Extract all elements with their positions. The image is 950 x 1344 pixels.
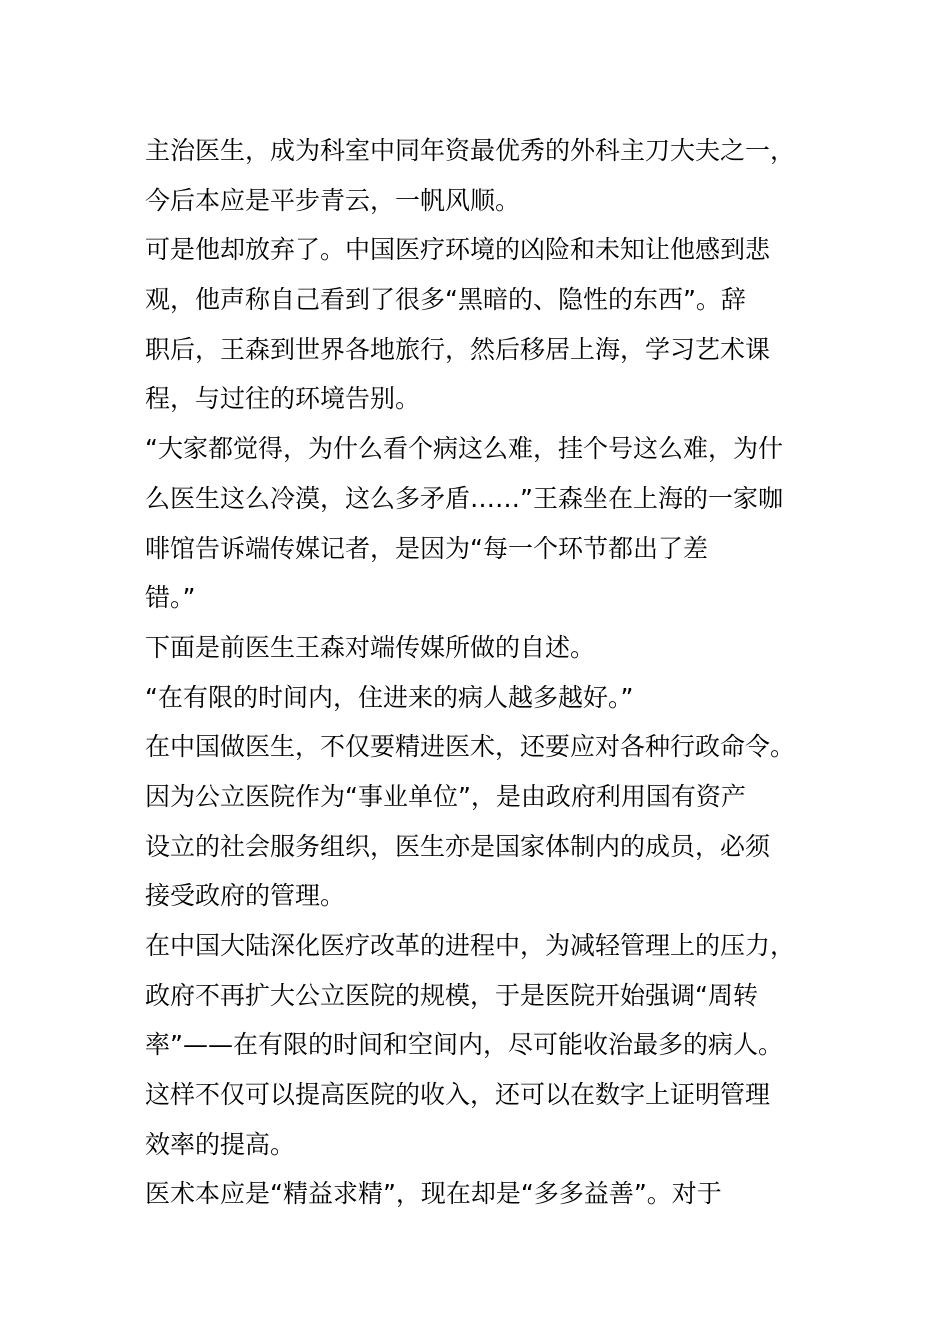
- text-line: 这样不仅可以提高医院的收入，还可以在数字上证明管理: [145, 1080, 771, 1110]
- text-line: 在中国大陆深化医疗改革的进程中，为减轻管理上的压力，: [145, 931, 796, 960]
- text-line: 设立的社会服务组织，医生亦是国家体制内的成员，必须: [145, 831, 771, 861]
- text-line: 在中国做医生，不仅要精进医术，还要应对各种行政命令。: [145, 732, 796, 762]
- text-line: 因为公立医院作为“事业单位”，是由政府利用国有资产: [145, 781, 746, 811]
- article-body: [145, 126, 825, 1219]
- text-line: 政府不再扩大公立医院的规模，于是医院开始强调“周转: [145, 980, 758, 1010]
- text-line: 接受政府的管理。: [145, 881, 346, 911]
- text-line: 医术本应是“精益求精”，现在却是“多多益善”。对于: [145, 1179, 722, 1209]
- text-line: 职后，王森到世界各地旅行，然后移居上海，学习艺术课: [145, 334, 771, 364]
- text-line: 下面是前医生王森对端传媒所做的自述。: [145, 632, 596, 662]
- text-line: 效率的提高。: [145, 1129, 296, 1159]
- text-line: 么医生这么冷漠，这么多矛盾……”王森坐在上海的一家咖: [145, 483, 783, 513]
- text-line: 今后本应是平步青云，一帆风顺。: [145, 185, 521, 215]
- text-line: 率”——在有限的时间和空间内，尽可能收治最多的病人。: [145, 1030, 783, 1060]
- text-line: “在有限的时间内，住进来的病人越多越好。”: [145, 682, 634, 712]
- text-line: 啡馆告诉端传媒记者，是因为“每一个环节都出了差: [145, 533, 708, 563]
- text-line: 观，他声称自己看到了很多“黑暗的、隐性的东西”。辞: [145, 285, 746, 315]
- text-line: 主治医生，成为科室中同年资最优秀的外科主刀大夫之一，: [145, 136, 796, 165]
- text-line: 错。”: [145, 583, 196, 613]
- text-line: 程，与过往的环境告别。: [145, 384, 421, 414]
- text-line: “大家都觉得，为什么看个病这么难，挂个号这么难，为什: [145, 434, 783, 464]
- text-line: 可是他却放弃了。中国医疗环境的凶险和未知让他感到悲: [145, 235, 771, 265]
